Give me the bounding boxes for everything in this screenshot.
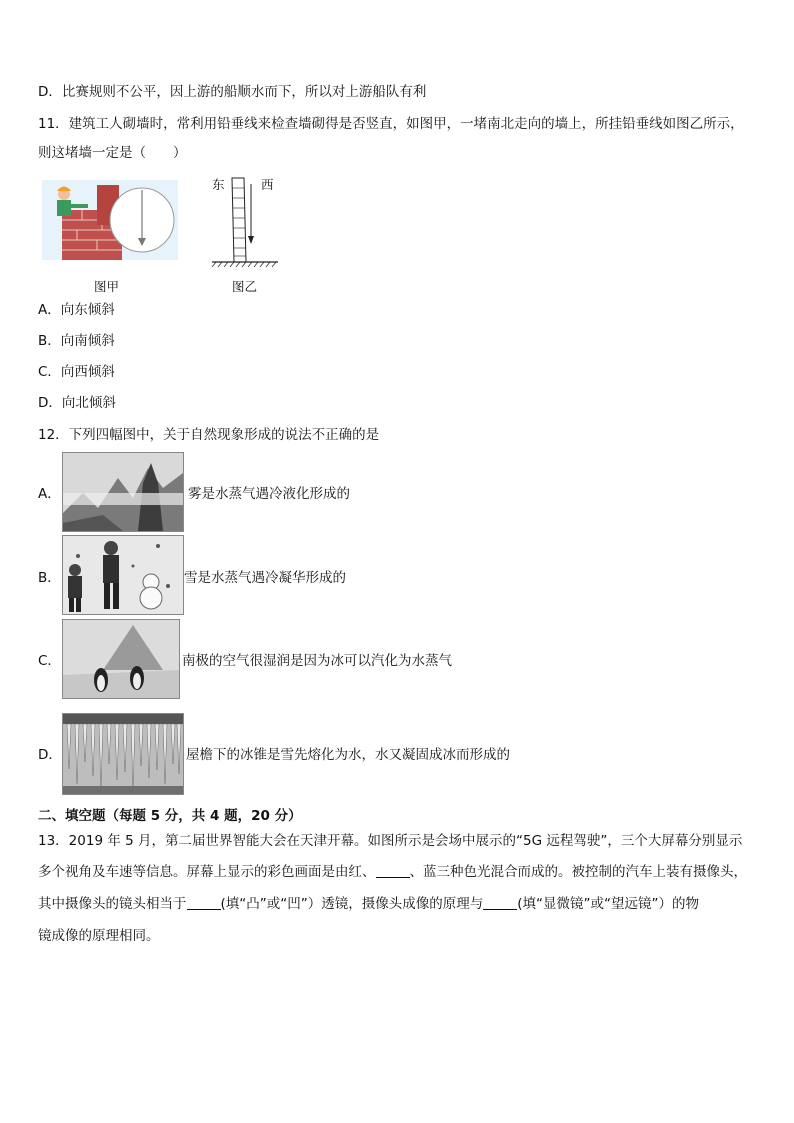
- q12-option-c-text: 南极的空气很湿润是因为冰可以汽化为水蒸气: [182, 653, 452, 669]
- q11-option-a: A．向东倾斜: [38, 302, 115, 318]
- q13-line2-part2: 、蓝三种色光混合而成的。被控制的汽车上装有摄像头，: [409, 864, 747, 880]
- q11-option-c: C．向西倾斜: [38, 364, 115, 380]
- q13-line3-part1: 其中摄像头的镜头相当于: [38, 896, 187, 912]
- figure-b-west-label: 西: [261, 177, 274, 192]
- antarctic-penguins-photo: [62, 619, 180, 699]
- q12-stem: 12．下列四幅图中，关于自然现象形成的说法不正确的是: [38, 427, 380, 443]
- figure-a: [42, 180, 178, 260]
- q13-line2: [38, 862, 747, 882]
- q13-line2-part1: 多个视角及车速等信息。屏幕上显示的彩色画面是由红、: [38, 864, 376, 880]
- q11-option-b: B．向南倾斜: [38, 333, 115, 349]
- q12-option-b-label: B．: [38, 570, 61, 586]
- figure-b-east-label: 东: [212, 177, 225, 192]
- section-2-title: 二、填空题（每题 5 分，共 4 题，20 分）: [38, 808, 302, 824]
- figure-a-caption: 图甲: [94, 279, 120, 294]
- q13-line3-part2: (填“凸”或“凹”）透镜，摄像头成像的原理与: [220, 896, 484, 912]
- q12-option-b-text: 雪是水蒸气遇冷凝华形成的: [184, 570, 346, 586]
- q12-option-a-text: 雾是水蒸气遇冷液化形成的: [188, 486, 350, 502]
- q12-option-d-label: D．: [38, 747, 62, 763]
- q12-option-a-label: A．: [38, 486, 61, 502]
- fog-photo: [62, 452, 184, 532]
- q12-option-d-text: 屋檐下的冰锥是雪先熔化为水，水又凝固成冰而形成的: [186, 747, 510, 763]
- q11-stem-line1: 11．建筑工人砌墙时，常利用铅垂线来检查墙砌得是否竖直，如图甲，一堵南北走向的墙上，所挂铅垂线如图乙所示，: [38, 116, 744, 132]
- q13-blank-2[interactable]: [187, 895, 221, 910]
- q13-line3: [38, 894, 699, 914]
- q13-line3-part3: (填“显微镜”或“望远镜”）的物: [517, 896, 699, 912]
- q10-option-d: D．比赛规则不公平，因上游的船顺水而下，所以对上游船队有利: [38, 84, 427, 100]
- worker-plumb-illustration: [42, 180, 178, 260]
- q13-line4: 镜成像的原理相同。: [38, 928, 160, 944]
- q13-blank-3[interactable]: [483, 895, 517, 910]
- q11-stem-line2: 则这堵墙一定是（ ）: [38, 145, 187, 161]
- q13-line1: 13．2019 年 5 月，第二届世界智能大会在天津开幕。如图所示是会场中展示的“5G 远程驾驶”，三个大屏幕分别显示: [38, 833, 743, 849]
- icicles-photo: [62, 713, 184, 795]
- snow-photo: [62, 535, 184, 615]
- figure-b-caption: 图乙: [232, 279, 258, 294]
- q12-option-c-label: C．: [38, 653, 61, 669]
- q13-blank-1[interactable]: [376, 863, 410, 878]
- q11-option-d: D．向北倾斜: [38, 395, 116, 411]
